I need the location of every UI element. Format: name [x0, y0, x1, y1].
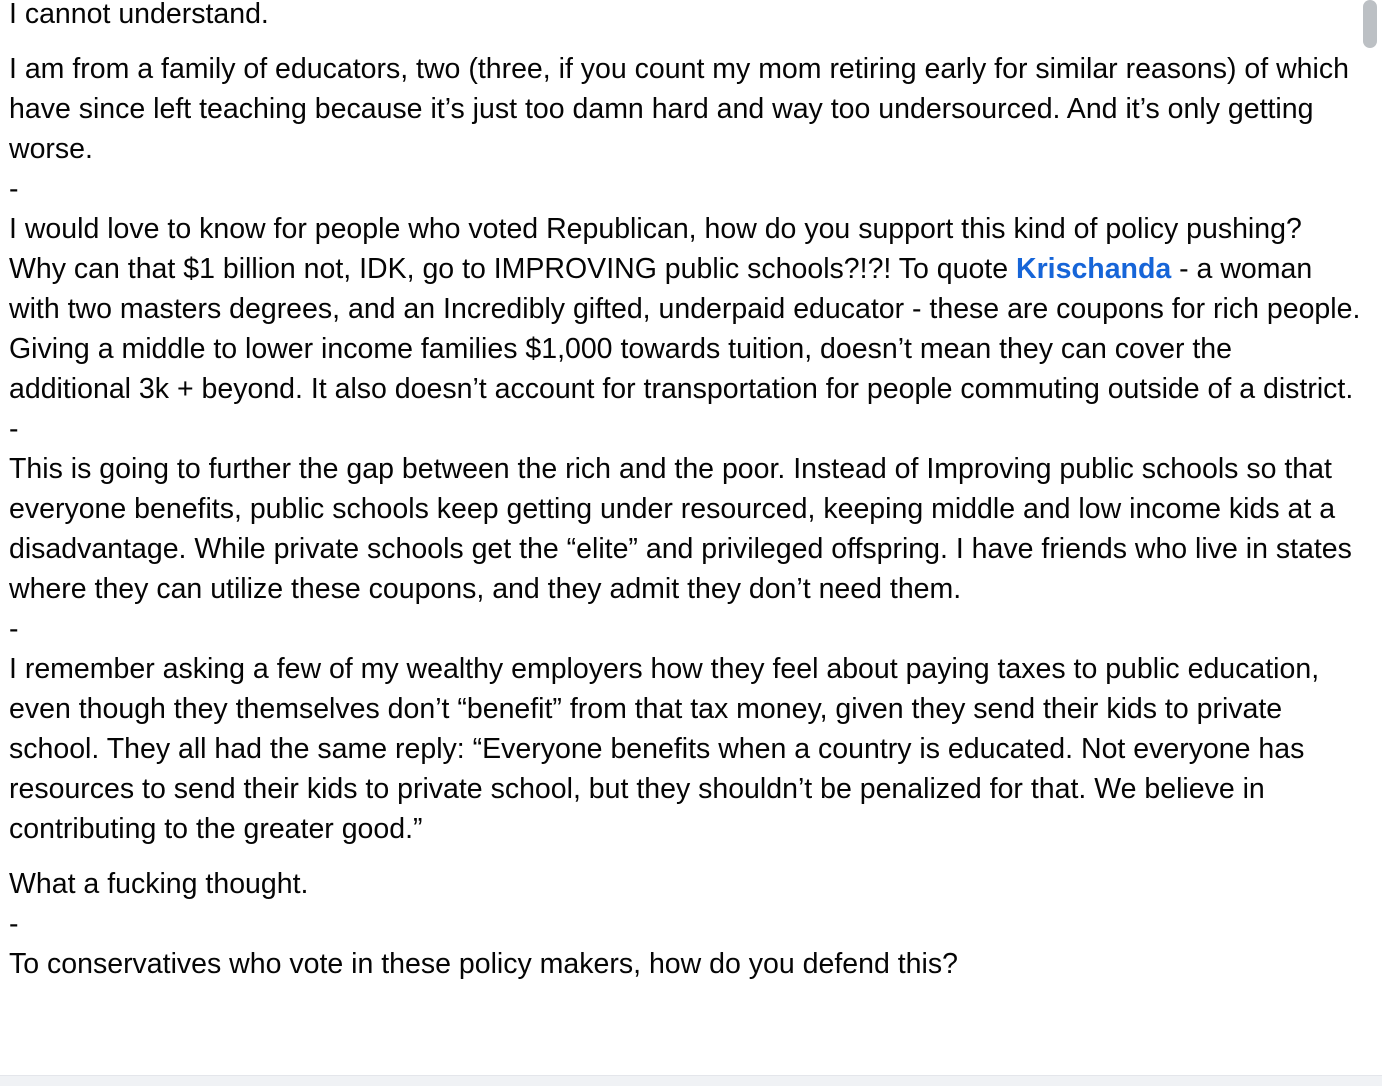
post-paragraph: I cannot understand.	[9, 0, 269, 30]
post-paragraph	[9, 209, 1361, 409]
bottom-divider	[0, 1075, 1382, 1086]
mention-link[interactable]: Krischanda	[1016, 253, 1172, 285]
post-paragraph: This is going to further the gap between the rich and the poor. Instead of Improving public schools so that everyone benefits, public schools keep getting under resourced, keeping middle and low income kids at a disadvantage. While private schools get the “elite” and privileged offspring. I have friends who live in states where they can utilize these coupons, and they admit they don’t need them.	[9, 453, 1352, 605]
scrollbar-thumb[interactable]	[1363, 0, 1377, 48]
separator: -	[9, 173, 19, 205]
post-body	[9, 0, 1361, 984]
separator: -	[9, 613, 19, 645]
separator: -	[9, 413, 19, 445]
post-paragraph: I remember asking a few of my wealthy employers how they feel about paying taxes to public education, even though they themselves don’t “benefit” from that tax money, given they send their kids to private school. They all had the same reply: “Everyone benefits when a country is educated. Not everyone has resources to send their kids to private school, but they shouldn’t be penalized for that. We believe in contributing to the greater good.”	[9, 653, 1320, 845]
post-paragraph: To conservatives who vote in these policy makers, how do you defend this?	[9, 948, 958, 980]
separator: -	[9, 908, 19, 940]
post-paragraph: I am from a family of educators, two (three, if you count my mom retiring early for similar reasons) of which have since left teaching because it’s just too damn hard and way too undersourced. And it’s only getting worse.	[9, 53, 1349, 165]
text-segment: - a woman with two masters degrees, and an Incredibly gifted, underpaid educator - these are coupons for rich people. Giving a middle to lower income families $1,000 towards tuition, doesn’t mean they can cover the additional 3k + beyond. It also doesn’t account for transportation for people commuting outside of a district.	[9, 253, 1361, 405]
post-paragraph: What a fucking thought.	[9, 868, 309, 900]
scrollbar[interactable]	[1360, 0, 1382, 1076]
text-segment: I would love to know for people who voted Republican, how do you support this kind of policy pushing? Why can that $1 billion not, IDK, go to IMPROVING public schools?!?! To quote	[9, 213, 1302, 285]
